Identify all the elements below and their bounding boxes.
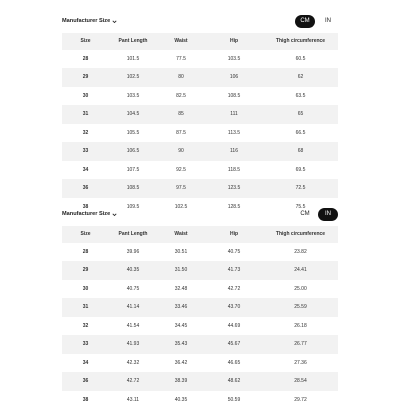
table-row bbox=[62, 161, 338, 180]
table-cell: 63.5 bbox=[263, 93, 338, 99]
table-cell: 35.43 bbox=[157, 341, 205, 347]
table-cell: 26.77 bbox=[263, 341, 338, 347]
table-cell: 128.5 bbox=[205, 204, 263, 210]
selector-label: Manufacturer Size bbox=[62, 211, 110, 217]
table-row bbox=[62, 317, 338, 336]
column-header: Size bbox=[62, 38, 109, 44]
table-cell: 24.41 bbox=[263, 267, 338, 273]
table-cell: 44.69 bbox=[205, 323, 263, 329]
table-row bbox=[62, 243, 338, 262]
table-cell: 36 bbox=[62, 185, 109, 191]
table-cell: 60.5 bbox=[263, 56, 338, 62]
table-cell: 42.72 bbox=[205, 286, 263, 292]
table-cell: 68 bbox=[263, 148, 338, 154]
unit-cm-button[interactable]: CM bbox=[295, 208, 315, 221]
table-cell: 38.39 bbox=[157, 378, 205, 384]
table-cell: 34.45 bbox=[157, 323, 205, 329]
table-row bbox=[62, 354, 338, 373]
table-row bbox=[62, 142, 338, 161]
table-cell: 33 bbox=[62, 148, 109, 154]
unit-toggle bbox=[295, 208, 338, 221]
table-cell: 123.5 bbox=[205, 185, 263, 191]
table-row bbox=[62, 68, 338, 87]
size-chart-in bbox=[62, 203, 338, 409]
table-row bbox=[62, 124, 338, 143]
table-cell: 41.93 bbox=[109, 341, 157, 347]
table-cell: 31 bbox=[62, 304, 109, 310]
table-header-row bbox=[62, 226, 338, 243]
table-cell: 108.5 bbox=[109, 185, 157, 191]
table-cell: 32 bbox=[62, 130, 109, 136]
table-cell: 116 bbox=[205, 148, 263, 154]
column-header: Pant Length bbox=[109, 231, 157, 237]
table-cell: 26.18 bbox=[263, 323, 338, 329]
chevron-down-icon bbox=[111, 18, 118, 25]
table-cell: 28.54 bbox=[263, 378, 338, 384]
table-cell: 25.00 bbox=[263, 286, 338, 292]
table-cell: 113.5 bbox=[205, 130, 263, 136]
table-cell: 36 bbox=[62, 378, 109, 384]
table-cell: 43.11 bbox=[109, 397, 157, 403]
size-table bbox=[62, 226, 338, 409]
column-header: Size bbox=[62, 231, 109, 237]
table-cell: 65 bbox=[263, 111, 338, 117]
table-cell: 43.70 bbox=[205, 304, 263, 310]
table-cell: 45.67 bbox=[205, 341, 263, 347]
unit-in-button[interactable]: IN bbox=[318, 208, 338, 221]
unit-cm-button[interactable]: CM bbox=[295, 15, 315, 28]
table-cell: 101.5 bbox=[109, 56, 157, 62]
table-cell: 66.5 bbox=[263, 130, 338, 136]
selector-label: Manufacturer Size bbox=[62, 18, 110, 24]
table-cell: 107.5 bbox=[109, 167, 157, 173]
table-cell: 105.5 bbox=[109, 130, 157, 136]
chevron-down-icon bbox=[111, 211, 118, 218]
unit-in-button[interactable]: IN bbox=[318, 15, 338, 28]
table-header-row bbox=[62, 33, 338, 50]
column-header: Thigh circumference bbox=[263, 231, 338, 237]
column-header: Thigh circumference bbox=[263, 38, 338, 44]
table-cell: 77.5 bbox=[157, 56, 205, 62]
table-cell: 39.96 bbox=[109, 249, 157, 255]
table-cell: 48.62 bbox=[205, 378, 263, 384]
table-cell: 85 bbox=[157, 111, 205, 117]
table-cell: 29 bbox=[62, 74, 109, 80]
table-cell: 29 bbox=[62, 267, 109, 273]
table-row bbox=[62, 280, 338, 299]
table-cell: 28 bbox=[62, 56, 109, 62]
table-cell: 28 bbox=[62, 249, 109, 255]
section-header bbox=[62, 203, 338, 225]
table-cell: 62 bbox=[263, 74, 338, 80]
table-cell: 38 bbox=[62, 204, 109, 210]
table-cell: 87.5 bbox=[157, 130, 205, 136]
table-cell: 90 bbox=[157, 148, 205, 154]
table-cell: 31 bbox=[62, 111, 109, 117]
table-cell: 82.5 bbox=[157, 93, 205, 99]
table-cell: 40.75 bbox=[109, 286, 157, 292]
table-cell: 104.5 bbox=[109, 111, 157, 117]
table-cell: 102.5 bbox=[157, 204, 205, 210]
table-cell: 27.36 bbox=[263, 360, 338, 366]
table-cell: 25.59 bbox=[263, 304, 338, 310]
table-cell: 103.5 bbox=[109, 93, 157, 99]
table-row bbox=[62, 105, 338, 124]
table-cell: 40.35 bbox=[157, 397, 205, 403]
table-row bbox=[62, 261, 338, 280]
table-cell: 106 bbox=[205, 74, 263, 80]
table-cell: 111 bbox=[205, 111, 263, 117]
table-cell: 34 bbox=[62, 167, 109, 173]
table-cell: 23.82 bbox=[263, 249, 338, 255]
table-cell: 40.35 bbox=[109, 267, 157, 273]
table-row bbox=[62, 50, 338, 69]
table-row bbox=[62, 335, 338, 354]
column-header: Hip bbox=[205, 231, 263, 237]
table-cell: 50.59 bbox=[205, 397, 263, 403]
table-row bbox=[62, 372, 338, 391]
table-cell: 41.73 bbox=[205, 267, 263, 273]
size-chart-cm bbox=[62, 10, 338, 216]
table-cell: 38 bbox=[62, 397, 109, 403]
table-cell: 33 bbox=[62, 341, 109, 347]
column-header: Pant Length bbox=[109, 38, 157, 44]
table-cell: 118.5 bbox=[205, 167, 263, 173]
manufacturer-size-selector[interactable] bbox=[62, 18, 118, 25]
table-cell: 30.51 bbox=[157, 249, 205, 255]
table-cell: 33.46 bbox=[157, 304, 205, 310]
table-cell: 92.5 bbox=[157, 167, 205, 173]
size-table bbox=[62, 33, 338, 216]
column-header: Hip bbox=[205, 38, 263, 44]
table-cell: 103.5 bbox=[205, 56, 263, 62]
manufacturer-size-selector[interactable] bbox=[62, 211, 118, 218]
table-cell: 30 bbox=[62, 93, 109, 99]
table-cell: 80 bbox=[157, 74, 205, 80]
column-header: Waist bbox=[157, 38, 205, 44]
table-cell: 102.5 bbox=[109, 74, 157, 80]
table-cell: 108.5 bbox=[205, 93, 263, 99]
table-cell: 42.32 bbox=[109, 360, 157, 366]
table-cell: 69.5 bbox=[263, 167, 338, 173]
section-header bbox=[62, 10, 338, 32]
table-cell: 40.75 bbox=[205, 249, 263, 255]
table-row bbox=[62, 87, 338, 106]
table-cell: 32 bbox=[62, 323, 109, 329]
table-row bbox=[62, 298, 338, 317]
column-header: Waist bbox=[157, 231, 205, 237]
table-cell: 34 bbox=[62, 360, 109, 366]
table-cell: 29.72 bbox=[263, 397, 338, 403]
table-cell: 97.5 bbox=[157, 185, 205, 191]
table-cell: 41.54 bbox=[109, 323, 157, 329]
table-cell: 30 bbox=[62, 286, 109, 292]
table-row bbox=[62, 179, 338, 198]
unit-toggle bbox=[295, 15, 338, 28]
table-cell: 31.50 bbox=[157, 267, 205, 273]
table-cell: 36.42 bbox=[157, 360, 205, 366]
table-cell: 106.5 bbox=[109, 148, 157, 154]
table-cell: 42.72 bbox=[109, 378, 157, 384]
table-cell: 72.5 bbox=[263, 185, 338, 191]
table-cell: 46.65 bbox=[205, 360, 263, 366]
table-cell: 75.5 bbox=[263, 204, 338, 210]
table-cell: 109.5 bbox=[109, 204, 157, 210]
table-cell: 41.14 bbox=[109, 304, 157, 310]
table-cell: 32.48 bbox=[157, 286, 205, 292]
